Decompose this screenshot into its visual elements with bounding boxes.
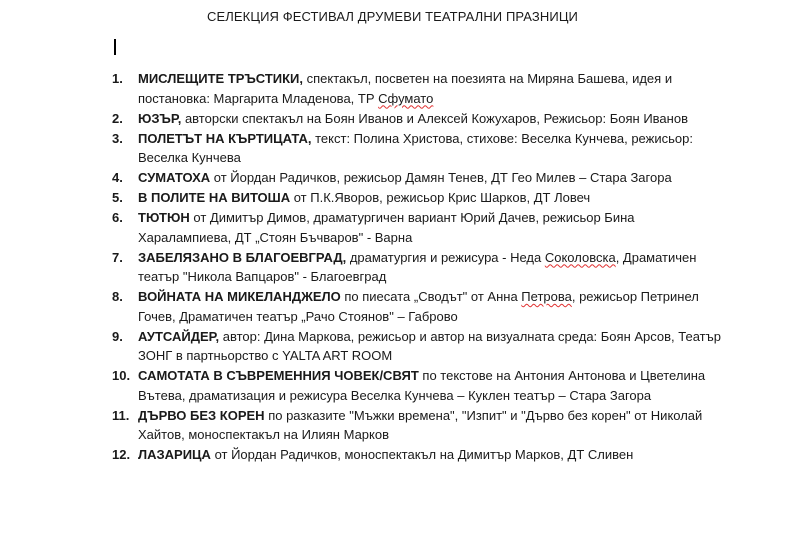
list-item [0,188,785,208]
play-details: авторски спектакъл на Боян Иванов и Алексей Кожухаров, Режисьор: Боян Иванов [181,110,688,126]
list-item [0,327,785,366]
play-title: АУТСАЙДЕР, [138,328,220,344]
list-number: 1. [112,71,123,86]
spellcheck-flagged-word: Сфумато [378,90,434,106]
play-title: СУМАТОХА [138,170,211,185]
list-item [0,287,785,326]
list-number: 6. [112,210,123,225]
play-details: от Йордан Радичков, режисьор Дамян Тенев, ДТ Гео Милев – Стара Загора [210,170,672,185]
list-number: 4. [112,170,123,185]
play-title: ЮЗЪР, [138,110,182,126]
play-details: по текстове на Антония Антонова и Цветелина Вътева, драматизация и режисура Веселка Кунчева – Куклен театър – Стара Загора [138,368,706,403]
list-number: 7. [112,249,123,265]
list-number: 12. [112,447,131,462]
list-item [0,168,785,188]
play-details-cont: , режисьор Петринел Гочев, Драматичен театър „Рачо Стоянов" – Габрово [138,289,699,324]
play-title: САМОТАТА В СЪВРЕМЕННИЯ ЧОВЕК/СВЯТ [138,368,419,383]
list-item [0,129,785,168]
list-number: 2. [112,110,123,126]
play-title: ДЪРВО БЕЗ КОРЕН [138,407,265,423]
play-details: от Йордан Радичков, моноспектакъл на Димитър Марков, ДТ Сливен [210,447,634,462]
play-details: спектакъл, посветен на поезията на Миряна Башева, идея и постановка: Маргарита Младенова, ТР [138,71,673,106]
list-number: 10. [112,368,131,383]
play-details: по пиесата „Сводът" от Анна [340,289,522,304]
play-title: ЛАЗАРИЦА [138,447,211,462]
play-title: ПОЛЕТЪТ НА КЪРТИЦАТА, [138,130,312,146]
play-title: МИСЛЕЩИТЕ ТРЪСТИКИ, [138,71,304,86]
list-item [0,445,785,465]
play-details: автор: Дина Маркова, режисьор и автор на визуалната среда: Боян Арсов, Театър ЗОНГ в партньорство с YALTA ART ROOM [138,328,721,363]
list-number: 8. [112,289,123,304]
festival-selection-list [0,69,785,465]
play-details: драматургия и режисура - Неда [346,249,545,265]
document-title: СЕЛЕКЦИЯ ФЕСТИВАЛ ДРУМЕВИ ТЕАТРАЛНИ ПРАЗНИЦИ [207,9,578,24]
play-details: от Димитър Димов, драматургичен вариант Юрий Дачев, режисьор Бина Харалампиева, ДТ „Стоян Бъчваров" - Варна [138,210,635,245]
play-details-cont: , Драматичен театър "Никола Вапцаров" - Благоевград [138,249,697,284]
play-details: по разказите "Мъжки времена", "Изпит" и "Дърво без корен" от Николай Хайтов, моноспектакъл на Илиян Марков [138,407,703,442]
play-title: ВОЙНАТА НА МИКЕЛАНДЖЕЛО [138,289,341,304]
list-item [0,406,785,445]
spellcheck-flagged-word: Соколовска [544,249,616,265]
list-number: 9. [112,328,123,344]
list-number: 3. [112,130,123,146]
list-number: 11. [112,407,130,423]
text-cursor [114,39,116,55]
list-item [0,109,785,129]
play-title: В ПОЛИТЕ НА ВИТОША [138,190,291,205]
list-item [0,69,785,108]
list-item [0,366,785,405]
play-details: текст: Полина Христова, стихове: Веселка Кунчева, режисьор: Веселка Кунчева [138,130,693,165]
play-title: ТЮТЮН [138,210,190,225]
spellcheck-flagged-word: Петрова [521,289,572,304]
list-item [0,208,785,247]
list-item [0,248,785,287]
play-title: ЗАБЕЛЯЗАНО В БЛАГОЕВГРАД, [138,249,347,265]
list-number: 5. [112,190,123,205]
play-details: от П.К.Яворов, режисьор Крис Шарков, ДТ Ловеч [290,190,591,205]
